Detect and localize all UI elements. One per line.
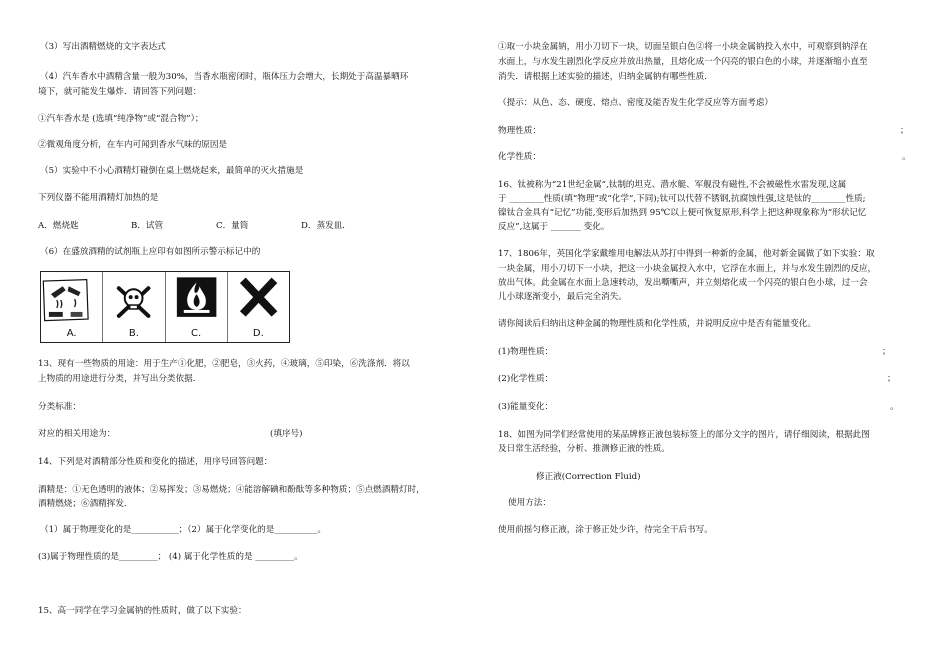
q17-energy: (3)能量变化： [498, 402, 554, 412]
symbol-a-label: A. [66, 328, 77, 339]
physical-property-end: ； [900, 126, 909, 136]
symbol-d [228, 272, 289, 342]
q16-line1: 16、钛被称为“21世纪金属”,钛制的坦克、潜水艇、军舰没有磁性,不会被磁性水雷发现,这属 [498, 180, 847, 190]
choice-b: B．试管 [131, 221, 164, 231]
q13-standard: 分类标准： [38, 402, 81, 412]
q5-text: （5）实验中不小心酒精灯碰倒在桌上燃烧起来，最简单的灭火措施是 [40, 166, 304, 176]
q15-text: 15、高一同学在学习金属钠的性质时，做了以下实验： [38, 606, 247, 616]
q16-line3: 镍钛合金具有“记忆”功能,变形后加热到 95℃以上便可恢复原形,科学上把这种现象称为“形状记忆 [498, 208, 867, 218]
q17-chemical-end: ； [887, 374, 896, 384]
q4-line2: 境下，就可能发生爆炸．请回答下列问题： [38, 87, 202, 97]
choice-a: A．燃烧匙 [38, 221, 79, 231]
q17-ask: 请你阅读后归纳出这种金属的物理性质和化学性质，并说明反应中是否有能量变化。 [498, 319, 816, 329]
q14-line1: 酒精是：①无色透明的液体；②易挥发；③易燃烧；④能溶解碘和酚酞等多种物质；⑤点燃酒精灯时， [38, 485, 425, 495]
q4-part2: ②微观角度分析，在车内可闻到香水气味的原因是 [38, 140, 228, 150]
q16-line2: 于 ________性质(填“物理”或“化学”,下同);钛可以代替不锈钢,抗腐蚀性强,这是钛的________性质; [498, 194, 866, 204]
label-title: 修正液(Correction Fluid) [536, 472, 641, 482]
choice-d: D．蒸发皿． [301, 221, 351, 231]
q13-line1: 13、现有一些物质的用途：用于生产①化肥，②肥皂，③火药，④玻璃，⑤印染，⑥洗涤剂．将以 [38, 359, 410, 369]
q14-blanks-1: （1）属于物理变化的是___________；（2）属于化学变化的是__________。 [40, 525, 326, 535]
q14-blanks-2: (3)属于物理性质的是_________； (4) 属于化学性质的是 _________。 [38, 552, 303, 562]
symbol-b-label: B. [128, 328, 139, 339]
q17-physical: (1)物理性质： [498, 347, 554, 357]
exp-line1: ①取一小块金属钠，用小刀切下一块，切面呈银白色②将一小块金属钠投入水中，可观察到钠浮在 [498, 42, 868, 52]
symbol-a [41, 272, 103, 342]
q13-fill-hint: (填序号) [270, 429, 303, 439]
chemical-property-end: 。 [902, 152, 911, 162]
q17-line3: 放出气体。此金属在水面上急速转动，发出嘶嘶声，并立刻熔化成一个闪亮的银白色小球，过一会 [498, 278, 868, 288]
q14-title: 14、下列是对酒精部分性质和变化的描述，用序号回答问题： [38, 457, 273, 467]
symbol-c-label: C. [191, 328, 202, 339]
q17-energy-end: 。 [890, 402, 899, 412]
q4-part1: ①汽车香水是 (选填“纯净物”或“混合物”）； [38, 114, 204, 124]
q17-line2: 一块金属，用小刀切下一小块，把这一小块金属投入水中，它浮在水面上，并与水发生剧烈的反应， [498, 264, 877, 274]
hazard-symbols [40, 271, 290, 343]
chemical-property: 化学性质： [498, 152, 541, 162]
exp-line3: 消失．请根据上述实验的描述，归纳金属钠有哪些性质． [498, 72, 713, 82]
exp-line2: 水面上，与水发生剧烈化学反应并放出热量，且熔化成一个闪亮的银白色的小球，并逐渐缩小直至 [498, 57, 868, 67]
choice-c: C．量筒 [216, 221, 249, 231]
symbol-b [103, 272, 165, 342]
q17-line1: 17、1806年，英国化学家戴维用电解法从苏打中得到一种新的金属，他对新金属做了如下实验：取 [498, 249, 875, 259]
q16-line4: 反应”,这属于 _______ 变化。 [498, 222, 610, 232]
q5-subquestion: 下列仪器不能用酒精灯加热的是 [38, 193, 159, 203]
q18-line1: 18、如图为同学们经常使用的某品牌修正液包装标签上的部分文字的图片，请仔细阅读，根据此图 [498, 430, 870, 440]
physical-property: 物理性质： [498, 126, 541, 136]
symbol-c [166, 272, 228, 342]
label-text: 使用前摇匀修正液，涂于修正处少许，待完全干后书写。 [498, 525, 713, 535]
q17-physical-end: ； [882, 347, 891, 357]
q17-chemical: (2)化学性质： [498, 374, 554, 384]
q14-line2: 酒精燃烧；⑥酒精挥发． [38, 499, 133, 509]
label-usage: 使用方法： [508, 498, 551, 508]
q6-text: （6）在盛放酒精的试剂瓶上应印有如图所示警示标记中的 [40, 247, 261, 257]
q4-line1: （4）汽车香水中酒精含量一般为30%，当香水瓶密闭时，瓶体压力会增大，长期处于高温暴晒环 [40, 72, 409, 82]
symbol-d-label: D. [252, 328, 264, 339]
q3-title: （3）写出酒精燃烧的文字表达式 [40, 42, 166, 52]
q17-line4: 儿小球逐渐变小，最后完全消失。 [498, 292, 627, 302]
q13-uses: 对应的相关用途为： [38, 429, 116, 439]
q18-line2: 及日常生活经验，分析、推测修正液的性质。 [498, 444, 670, 454]
hint-text: （提示：从色、态、硬度、熔点、密度及能否发生化学反应等方面考虑） [498, 98, 774, 108]
q13-line2: 上物质的用途进行分类，并写出分类依据． [38, 374, 202, 384]
